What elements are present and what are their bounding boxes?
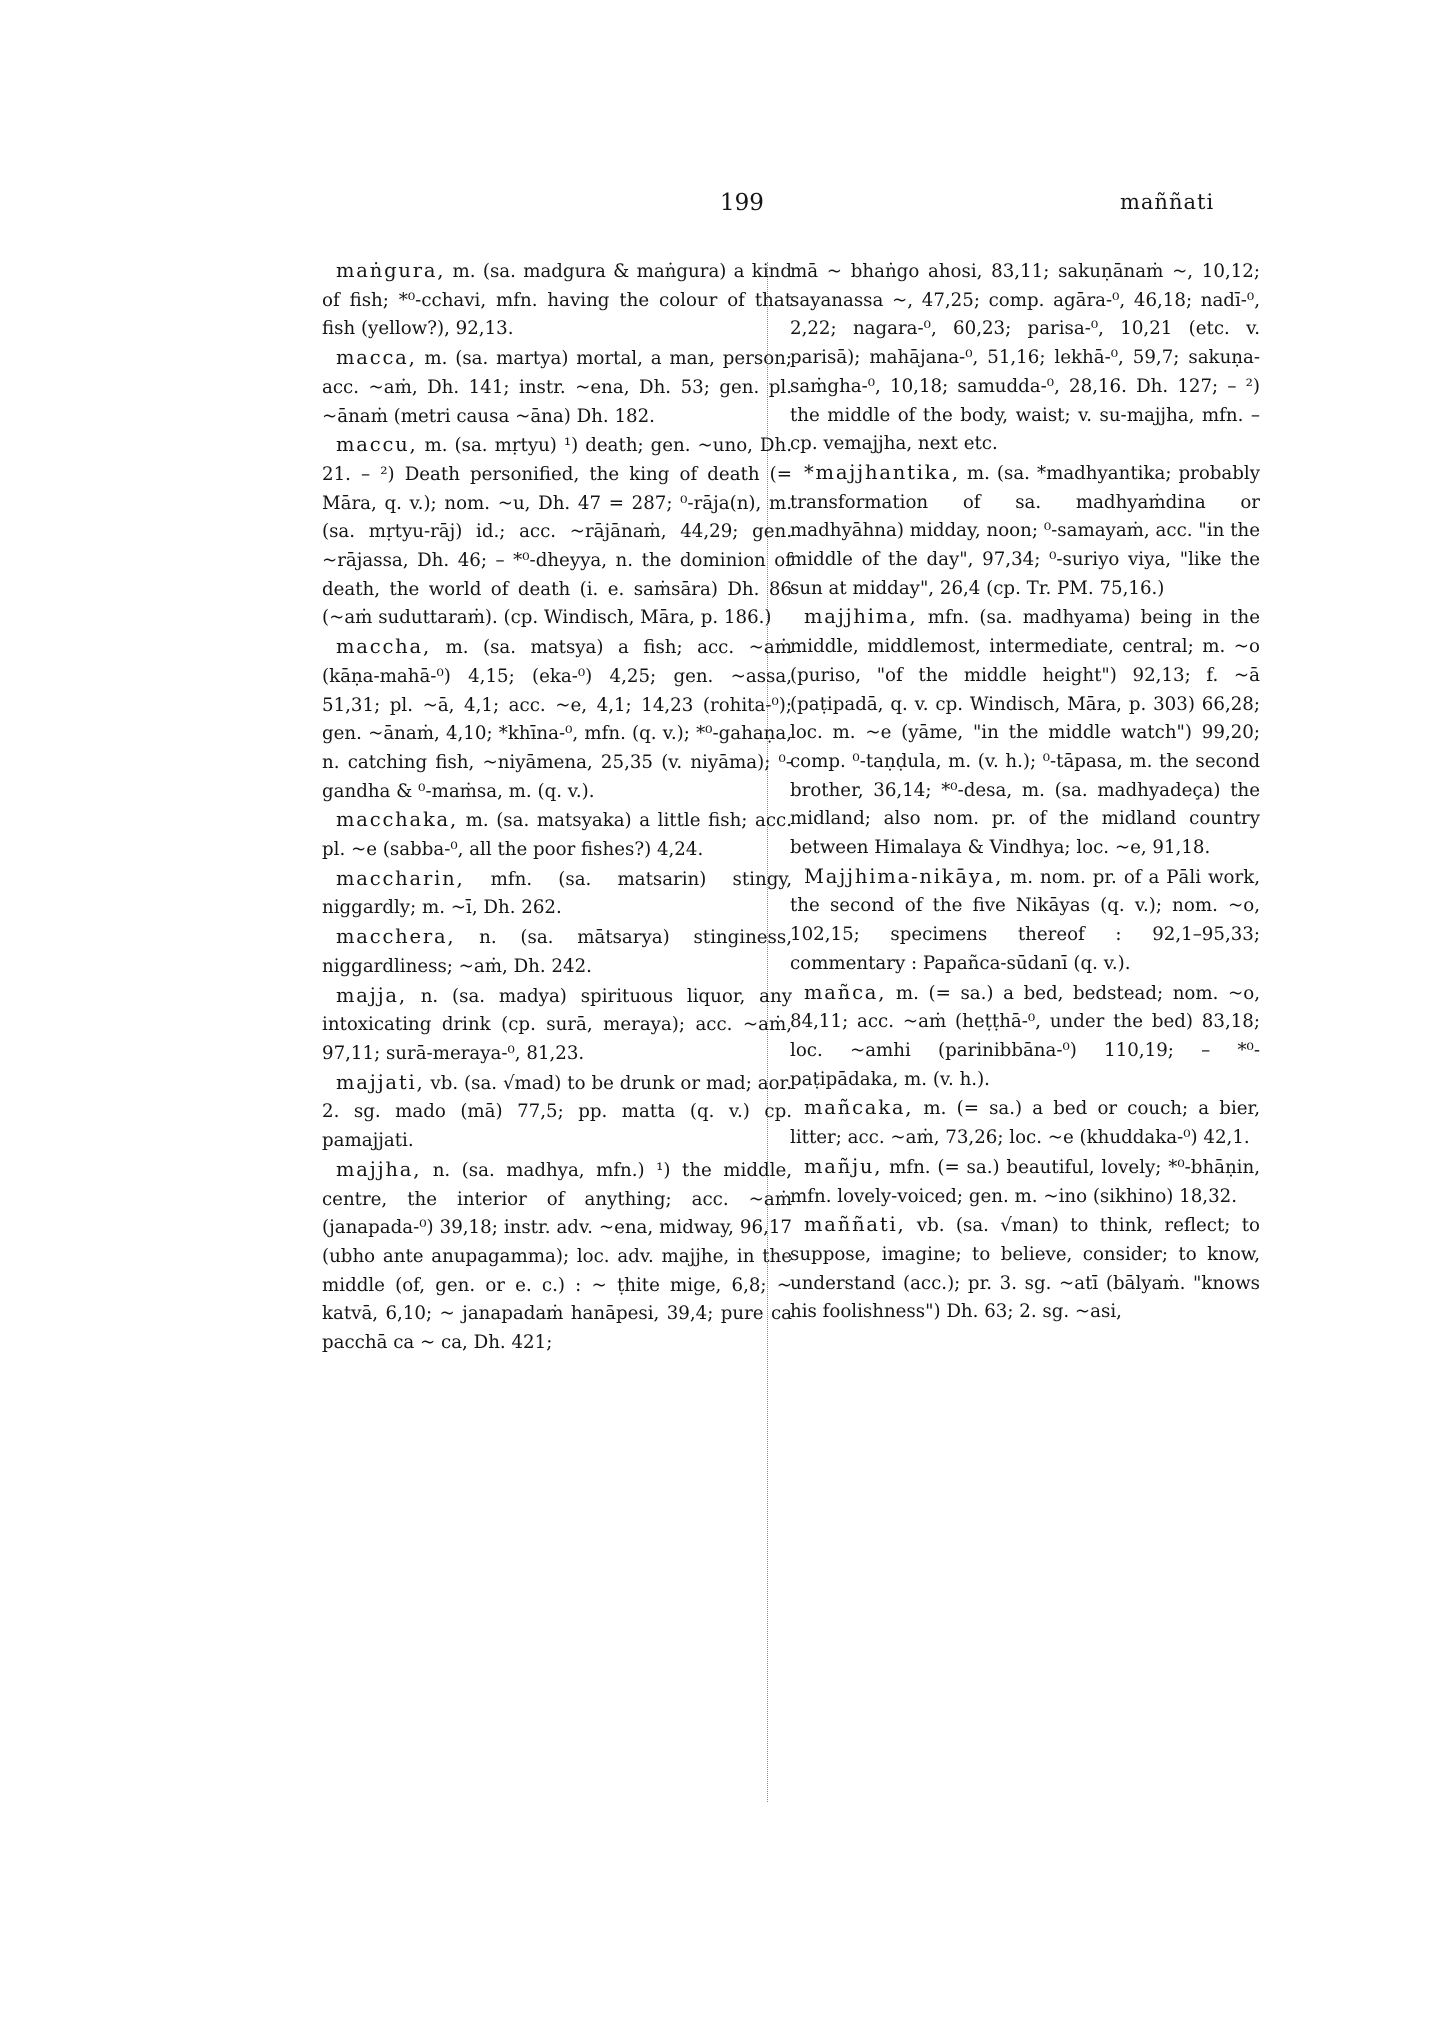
dictionary-entry — [790, 1153, 1260, 1211]
entry-definition: mā ~ bhaṅgo ahosi, 83,11; sakuṇānaṁ ~, 10,12; sayanassa ~, 47,25; comp. agāra-⁰, 46,18; nadī-⁰, 2,22; nagara-⁰, 60,23; parisa-⁰, 10,21 (etc. v. parisā); mahājana-⁰, 51,16; lekhā-⁰, 59,7; sakuṇa-saṁgha-⁰, 10,18; samudda-⁰, 28,16. Dh. 127; – ²) the middle of the body, waist; v. su-majjha, mfn. – cp. vemajjha, next etc. — [790, 261, 1260, 455]
entry-headword: Majjhima-nikāya, — [804, 864, 1004, 888]
entry-definition: n. (sa. madhya, mfn.) ¹) the middle, centre, the interior of anything; acc. ~aṁ (janapada-⁰) 39,18; instr. adv. ~ena, midway, 96,17 (ubho ante anupagamma); loc. adv. majjhe, in the middle (of, gen. or e. c.) : ~ ṭhite mige, 6,8; ~ katvā, 6,10; ~ janapadaṁ hanāpesi, 39,4; pure ca pacchā ca ~ ca, Dh. 421; — [322, 1159, 792, 1354]
entry-definition: m. (sa. madgura & maṅgura) a kind of fish; *⁰-cchavi, mfn. having the colour of that fish (yellow?), 92,13. — [322, 261, 792, 340]
entry-definition: n. (sa. mātsarya) stinginess, niggardliness; ~aṁ, Dh. 242. — [322, 927, 792, 977]
dictionary-entry — [322, 257, 792, 344]
entry-headword: macchera, — [336, 925, 456, 949]
entry-headword: *majjhantika, — [804, 460, 960, 484]
dictionary-entry — [322, 865, 792, 923]
entry-definition: vb. (sa. √man) to think, reflect; to suppose, imagine; to believe, consider; to know, understand (acc.); pr. 3. sg. ~atī (bālyaṁ. "knows his foolishness") Dh. 63; 2. sg. ~asi, — [790, 1215, 1260, 1323]
entry-headword: majjhima, — [804, 605, 918, 629]
dictionary-entry — [790, 459, 1260, 604]
entry-headword: mañcaka, — [804, 1096, 914, 1120]
dictionary-entry — [322, 1156, 792, 1358]
entry-headword: maccha, — [336, 635, 431, 659]
entry-definition: m. (sa. martya) mortal, a man, person; acc. ~aṁ, Dh. 141; instr. ~ena, Dh. 53; gen. pl. ~ānaṁ (metri causa ~āna) Dh. 182. — [322, 348, 792, 427]
dictionary-entry — [790, 979, 1260, 1095]
dictionary-entry — [322, 1069, 792, 1156]
page-header — [0, 190, 1440, 230]
entry-headword: majja, — [336, 983, 407, 1007]
entry-definition: vb. (sa. √mad) to be drunk or mad; aor. 2. sg. mado (mā) 77,5; pp. matta (q. v.) cp. pamajjati. — [322, 1072, 792, 1152]
entry-headword: maccharin, — [336, 866, 465, 890]
entry-definition: m. (sa. mṛtyu) ¹) death; gen. ~uno, Dh. 21. – ²) Death personified, the king of death (= Māra, q. v.); nom. ~u, Dh. 47 = 287; ⁰-rāja(n), m. (sa. mṛtyu-rāj) id.; acc. ~rājānaṁ, 44,29; gen. ~rājassa, Dh. 46; – *⁰-dheyya, n. the dominion of death, the world of death (i. e. saṁsāra) Dh. 86 (~aṁ suduttaraṁ). (cp. Windisch, Māra, p. 186.) — [322, 435, 792, 629]
entry-headword: majjati, — [336, 1070, 425, 1094]
dictionary-entry — [322, 431, 792, 633]
entry-definition: m. (sa. matsya) a fish; acc. ~aṁ (kāṇa-mahā-⁰) 4,15; (eka-⁰) 4,25; gen. ~assa, 51,31; pl. ~ā, 4,1; acc. ~e, 4,1; 14,23 (rohita-⁰); gen. ~ānaṁ, 4,10; *khīna-⁰, mfn. (q. v.); *⁰-gahaṇa, n. catching fish, ~niyāmena, 25,35 (v. niyāma); ⁰-gandha & ⁰-maṁsa, m. (q. v.). — [322, 637, 792, 802]
dictionary-entry-continuation — [790, 257, 1260, 459]
dictionary-entry — [322, 633, 792, 806]
entry-headword: macchaka, — [336, 808, 458, 832]
dictionary-entry — [322, 923, 792, 981]
page-number: 199 — [720, 190, 764, 216]
entry-definition: n. (sa. madya) spirituous liquor, any intoxicating drink (cp. surā, meraya); acc. ~aṁ, 97,11; surā-meraya-⁰, 81,23. — [322, 985, 792, 1064]
entry-headword: maṅgura, — [336, 259, 446, 282]
dictionary-entry — [322, 344, 792, 431]
entry-headword: maññati, — [804, 1213, 906, 1237]
entry-definition: mfn. (= sa.) beautiful, lovely; *⁰-bhāṇin, mfn. lovely-voiced; gen. m. ~ino (sikhino) 18,32. — [790, 1156, 1260, 1207]
entry-headword: maccu, — [336, 433, 418, 457]
left-column — [322, 257, 792, 1358]
dictionary-entry — [322, 806, 792, 864]
right-column — [790, 257, 1260, 1327]
dictionary-entry — [322, 982, 792, 1069]
entry-definition: m. (= sa.) a bed, bedstead; nom. ~o, 84,11; acc. ~aṁ (heṭṭhā-⁰, under the bed) 83,18; loc. ~amhi (parinibbāna-⁰) 110,19; – *⁰-paṭipādaka, m. (v. h.). — [790, 982, 1260, 1090]
entry-headword: mañju, — [804, 1154, 883, 1178]
dictionary-entry — [790, 1094, 1260, 1152]
entry-headword: majjha, — [336, 1157, 422, 1181]
running-head: maññati — [1120, 190, 1215, 214]
entry-definition: m. (= sa.) a bed or couch; a bier, litter; acc. ~aṁ, 73,26; loc. ~e (khuddaka-⁰) 42,1. — [790, 1098, 1260, 1149]
entry-definition: m. (sa. matsyaka) a little fish; acc. pl. ~e (sabba-⁰, all the poor fishes?) 4,24. — [322, 810, 792, 861]
entry-headword: macca, — [336, 346, 417, 370]
dictionary-entry — [790, 1211, 1260, 1327]
entry-definition: mfn. (sa. madhyama) being in the middle, middlemost, intermediate, central; m. ~o (puriso, "of the middle height") 92,13; f. ~ā (paṭipadā, q. v. cp. Windisch, Māra, p. 303) 66,28; loc. m. ~e (yāme, "in the middle watch") 99,20; comp. ⁰-taṇḍula, m. (v. h.); ⁰-tāpasa, m. the second brother, 36,14; *⁰-desa, m. (sa. madhyadeça) the midland; also nom. pr. of the midland country between Himalaya & Vindhya; loc. ~e, 91,18. — [790, 607, 1260, 859]
entry-definition: m. (sa. *madhyantika; probably transformation of sa. madhyaṁdina or madhyāhna) midday, noon; ⁰-samayaṁ, acc. "in the middle of the day", 97,34; ⁰-suriyo viya, "like the sun at midday", 26,4 (cp. Tr. PM. 75,16.) — [790, 462, 1260, 599]
entry-headword: mañca, — [804, 980, 887, 1004]
entry-definition: mfn. (sa. matsarin) stingy, niggardly; m. ~ī, Dh. 262. — [322, 868, 792, 919]
entry-definition: m. nom. pr. of a Pāli work, the second of the five Nikāyas (q. v.); nom. ~o, 102,15; specimens thereof : 92,1–95,33; commentary : Papañca-sūdanī (q. v.). — [790, 866, 1260, 974]
dictionary-entry — [790, 603, 1260, 862]
dictionary-entry — [790, 863, 1260, 979]
